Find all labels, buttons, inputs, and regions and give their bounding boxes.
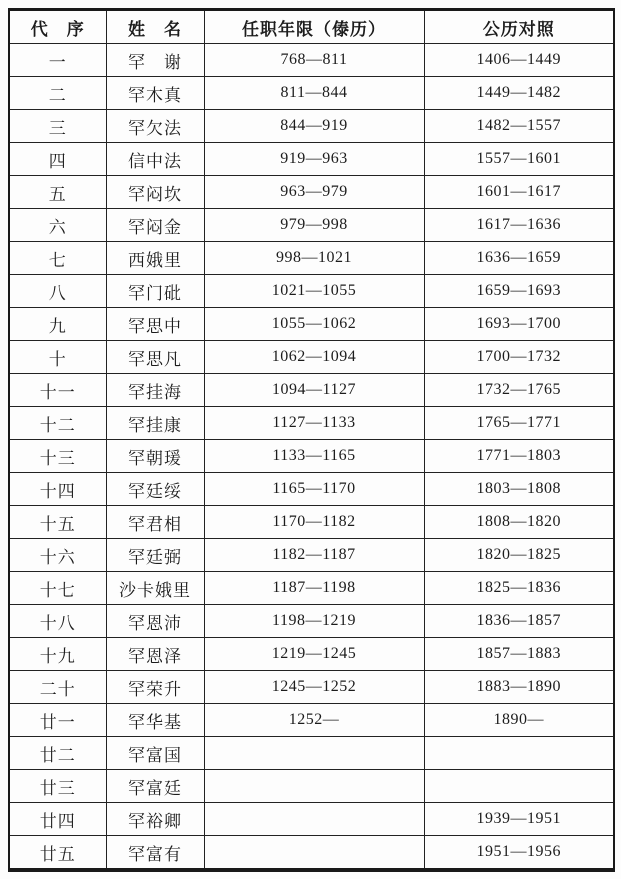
cell-dai-years: 1182—1187 — [204, 539, 424, 572]
table-body — [9, 44, 614, 871]
cell-name: 罕朝瑗 — [106, 440, 204, 473]
cell-gregorian: 1449—1482 — [424, 77, 614, 110]
table-row — [9, 440, 614, 473]
table-row — [9, 308, 614, 341]
cell-name: 西娥里 — [106, 242, 204, 275]
cell-gregorian: 1406—1449 — [424, 44, 614, 77]
table-row — [9, 341, 614, 374]
table-row — [9, 473, 614, 506]
cell-gregorian: 1659—1693 — [424, 275, 614, 308]
cell-gregorian: 1700—1732 — [424, 341, 614, 374]
cell-gregorian: 1883—1890 — [424, 671, 614, 704]
cell-order: 二十 — [9, 671, 106, 704]
cell-dai-years — [204, 770, 424, 803]
cell-gregorian: 1820—1825 — [424, 539, 614, 572]
cell-dai-years: 1198—1219 — [204, 605, 424, 638]
cell-gregorian: 1732—1765 — [424, 374, 614, 407]
cell-dai-years: 1055—1062 — [204, 308, 424, 341]
cell-order: 三 — [9, 110, 106, 143]
cell-gregorian: 1765—1771 — [424, 407, 614, 440]
cell-gregorian: 1939—1951 — [424, 803, 614, 836]
cell-name: 罕 谢 — [106, 44, 204, 77]
column-header-order: 代 序 — [9, 10, 106, 44]
cell-dai-years: 1133—1165 — [204, 440, 424, 473]
cell-dai-years: 1252— — [204, 704, 424, 737]
cell-dai-years: 963—979 — [204, 176, 424, 209]
cell-name: 罕门砒 — [106, 275, 204, 308]
table-row — [9, 605, 614, 638]
column-header-gregorian: 公历对照 — [424, 10, 614, 44]
cell-dai-years: 768—811 — [204, 44, 424, 77]
cell-order: 八 — [9, 275, 106, 308]
cell-name: 罕君相 — [106, 506, 204, 539]
table-row — [9, 770, 614, 803]
cell-order: 十九 — [9, 638, 106, 671]
column-header-dai-years: 任职年限（傣历） — [204, 10, 424, 44]
cell-gregorian — [424, 770, 614, 803]
cell-name: 罕富廷 — [106, 770, 204, 803]
cell-name: 罕富有 — [106, 836, 204, 871]
table-row — [9, 44, 614, 77]
cell-dai-years: 1245—1252 — [204, 671, 424, 704]
cell-order: 十五 — [9, 506, 106, 539]
cell-gregorian: 1803—1808 — [424, 473, 614, 506]
cell-gregorian: 1636—1659 — [424, 242, 614, 275]
table-row — [9, 671, 614, 704]
cell-order: 十三 — [9, 440, 106, 473]
column-header-name: 姓 名 — [106, 10, 204, 44]
table-row — [9, 407, 614, 440]
table-row — [9, 638, 614, 671]
cell-name: 罕华基 — [106, 704, 204, 737]
genealogy-table — [8, 8, 615, 872]
cell-name: 罕木真 — [106, 77, 204, 110]
cell-name: 罕思凡 — [106, 341, 204, 374]
cell-name: 罕思中 — [106, 308, 204, 341]
cell-gregorian: 1836—1857 — [424, 605, 614, 638]
cell-order: 十二 — [9, 407, 106, 440]
cell-order: 二 — [9, 77, 106, 110]
cell-gregorian: 1601—1617 — [424, 176, 614, 209]
cell-name: 罕挂康 — [106, 407, 204, 440]
cell-name: 罕荣升 — [106, 671, 204, 704]
cell-dai-years: 811—844 — [204, 77, 424, 110]
cell-dai-years: 844—919 — [204, 110, 424, 143]
cell-order: 廿五 — [9, 836, 106, 871]
cell-order: 十四 — [9, 473, 106, 506]
cell-order: 十七 — [9, 572, 106, 605]
cell-order: 廿一 — [9, 704, 106, 737]
cell-dai-years — [204, 836, 424, 871]
cell-dai-years: 1170—1182 — [204, 506, 424, 539]
cell-name: 罕富国 — [106, 737, 204, 770]
cell-gregorian: 1557—1601 — [424, 143, 614, 176]
cell-order: 六 — [9, 209, 106, 242]
cell-order: 四 — [9, 143, 106, 176]
cell-name: 沙卡娥里 — [106, 572, 204, 605]
table-row — [9, 704, 614, 737]
table-row — [9, 539, 614, 572]
cell-order: 一 — [9, 44, 106, 77]
cell-name: 罕挂海 — [106, 374, 204, 407]
table-row — [9, 374, 614, 407]
cell-name: 信中法 — [106, 143, 204, 176]
table-row — [9, 737, 614, 770]
cell-gregorian: 1693—1700 — [424, 308, 614, 341]
cell-gregorian: 1951—1956 — [424, 836, 614, 871]
cell-order: 廿二 — [9, 737, 106, 770]
table-row — [9, 209, 614, 242]
cell-gregorian: 1617—1636 — [424, 209, 614, 242]
cell-name: 罕廷弼 — [106, 539, 204, 572]
table-row — [9, 572, 614, 605]
cell-order: 十八 — [9, 605, 106, 638]
cell-dai-years: 998—1021 — [204, 242, 424, 275]
cell-name: 罕裕卿 — [106, 803, 204, 836]
cell-gregorian: 1482—1557 — [424, 110, 614, 143]
cell-order: 九 — [9, 308, 106, 341]
cell-gregorian: 1771—1803 — [424, 440, 614, 473]
cell-name: 罕欠法 — [106, 110, 204, 143]
table-row — [9, 803, 614, 836]
table-header — [9, 10, 614, 44]
cell-dai-years: 979—998 — [204, 209, 424, 242]
cell-dai-years: 1165—1170 — [204, 473, 424, 506]
cell-gregorian: 1825—1836 — [424, 572, 614, 605]
cell-dai-years — [204, 737, 424, 770]
cell-dai-years: 1021—1055 — [204, 275, 424, 308]
cell-order: 廿三 — [9, 770, 106, 803]
cell-order: 五 — [9, 176, 106, 209]
table-row — [9, 506, 614, 539]
cell-gregorian — [424, 737, 614, 770]
cell-name: 罕闷金 — [106, 209, 204, 242]
table-row — [9, 836, 614, 871]
cell-name: 罕恩泽 — [106, 638, 204, 671]
table-row — [9, 242, 614, 275]
table-row — [9, 110, 614, 143]
header-row — [9, 10, 614, 44]
cell-gregorian: 1890— — [424, 704, 614, 737]
cell-order: 十六 — [9, 539, 106, 572]
cell-name: 罕闷坎 — [106, 176, 204, 209]
cell-name: 罕廷绥 — [106, 473, 204, 506]
cell-order: 十一 — [9, 374, 106, 407]
table-row — [9, 275, 614, 308]
cell-dai-years — [204, 803, 424, 836]
table-row — [9, 176, 614, 209]
cell-order: 七 — [9, 242, 106, 275]
cell-dai-years: 1219—1245 — [204, 638, 424, 671]
cell-order: 廿四 — [9, 803, 106, 836]
cell-name: 罕恩沛 — [106, 605, 204, 638]
cell-gregorian: 1857—1883 — [424, 638, 614, 671]
cell-order: 十 — [9, 341, 106, 374]
cell-dai-years: 919—963 — [204, 143, 424, 176]
cell-dai-years: 1094—1127 — [204, 374, 424, 407]
cell-dai-years: 1127—1133 — [204, 407, 424, 440]
cell-dai-years: 1062—1094 — [204, 341, 424, 374]
table-row — [9, 143, 614, 176]
cell-gregorian: 1808—1820 — [424, 506, 614, 539]
cell-dai-years: 1187—1198 — [204, 572, 424, 605]
table-row — [9, 77, 614, 110]
